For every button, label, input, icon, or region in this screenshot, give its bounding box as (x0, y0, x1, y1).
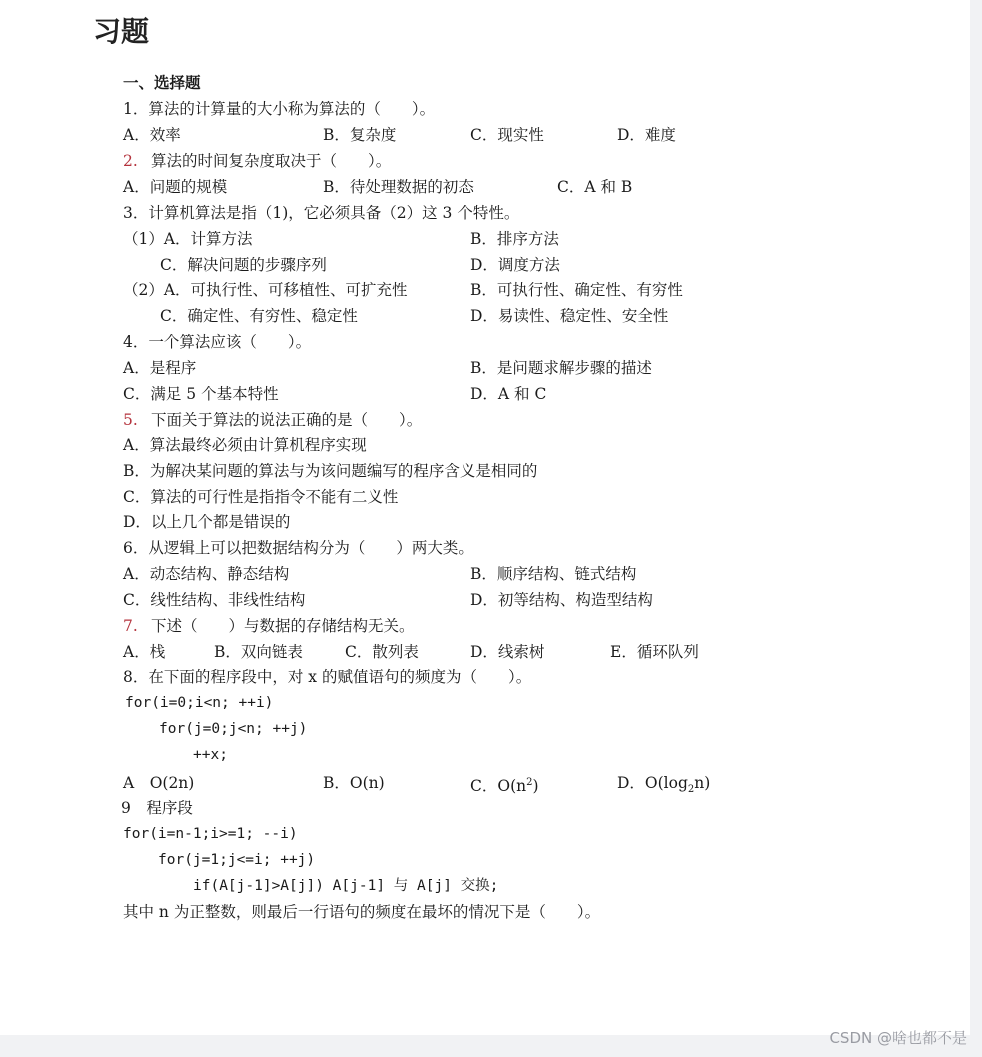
question-7-number: 7. (123, 617, 138, 635)
q6-option-b: B．顺序结构、链式结构 (470, 565, 637, 583)
q1-option-d: D．难度 (617, 126, 676, 144)
question-5-number: 5. (123, 411, 138, 429)
q9-code-line-3: if(A[j-1]>A[j]) A[j-1] 与 A[j] 交换; (193, 878, 499, 894)
q3-part2-option-c: C．确定性、有穷性、稳定性 (160, 307, 358, 325)
q8-code-line-3: ++x; (193, 747, 228, 763)
question-5-stem: 下面关于算法的说法正确的是（ ）。 (151, 411, 423, 429)
q1-option-c: C．现实性 (470, 126, 544, 144)
q2-option-b: B．待处理数据的初态 (323, 178, 474, 196)
q1-option-b: B．复杂度 (323, 126, 397, 144)
q9-code-line-2: for(j=1;j<=i; ++j) (158, 852, 316, 868)
q4-option-d: D．A 和 C (470, 385, 547, 403)
question-6-stem: 6．从逻辑上可以把数据结构分为（ ）两大类。 (123, 539, 474, 557)
q4-option-c: C．满足 5 个基本特性 (123, 385, 279, 403)
section-heading: 一、选择题 (123, 73, 201, 92)
q8-option-b: B．O(n) (323, 774, 385, 792)
q7-option-d: D．线索树 (470, 643, 545, 661)
q5-option-d: D．以上几个都是错误的 (123, 513, 291, 531)
q3-part1-option-c: C．解决问题的步骤序列 (160, 256, 327, 274)
question-3-stem: 3．计算机算法是指（1)，它必须具备（2）这 3 个特性。 (123, 204, 520, 222)
q3-part2-option-d: D．易读性、稳定性、安全性 (470, 307, 669, 325)
q3-part2-option-a: （2）A．可执行性、可移植性、可扩充性 (123, 281, 408, 299)
question-4-stem: 4．一个算法应该（ ）。 (123, 333, 312, 351)
q6-option-a: A．动态结构、静态结构 (123, 565, 290, 583)
q2-option-c: C．A 和 B (557, 178, 633, 196)
q2-option-a: A．问题的规模 (123, 178, 228, 196)
q8-option-a: A O(2n) (123, 774, 195, 792)
q3-part1-option-b: B．排序方法 (470, 230, 559, 248)
q3-part1-option-d: D．调度方法 (470, 256, 560, 274)
q4-option-a: A．是程序 (123, 359, 197, 377)
q7-option-b: B．双向链表 (214, 643, 303, 661)
q8-option-d: D．$O(\log_2n)$ (617, 774, 711, 796)
q5-option-c: C．算法的可行性是指指令不能有二义性 (123, 488, 399, 506)
q7-option-c: C．散列表 (345, 643, 419, 661)
q8-code-line-1: for(i=0;i<n; ++i) (125, 695, 274, 711)
question-8-stem: 8．在下面的程序段中，对 x 的赋值语句的频度为（ ）。 (123, 668, 532, 686)
q8-option-c: C．$O(n^2)$ (470, 777, 539, 796)
q9-code-line-1: for(i=n-1;i>=1; --i) (123, 826, 298, 842)
question-1-stem: 1．算法的计算量的大小称为算法的（ ）。 (123, 100, 436, 118)
q6-option-c: C．线性结构、非线性结构 (123, 591, 306, 609)
question-7-stem: 下述（ ）与数据的存储结构无关。 (151, 617, 415, 635)
q1-option-a: A．效率 (123, 126, 181, 144)
q4-option-b: B．是问题求解步骤的描述 (470, 359, 652, 377)
question-2-stem: 算法的时间复杂度取决于（ ）。 (151, 152, 392, 170)
q3-part2-option-b: B．可执行性、确定性、有穷性 (470, 281, 683, 299)
q5-option-a: A．算法最终必须由计算机程序实现 (123, 436, 367, 454)
q8-code-line-2: for(j=0;j<n; ++j) (159, 721, 308, 737)
csdn-watermark: CSDN @啥也都不是 (829, 1029, 967, 1047)
question-2-number: 2. (123, 152, 138, 170)
page-title: 习题 (93, 15, 150, 48)
q5-option-b: B．为解决某问题的算法与为该问题编写的程序含义是相同的 (123, 462, 538, 480)
q6-option-d: D．初等结构、构造型结构 (470, 591, 653, 609)
question-9-stem: 9 程序段 (121, 799, 193, 817)
question-9-tail: 其中 n 为正整数，则最后一行语句的频度在最坏的情况下是（ ）。 (123, 903, 601, 921)
q7-option-e: E．循环队列 (610, 643, 699, 661)
q7-option-a: A．栈 (123, 643, 166, 661)
q3-part1-option-a: （1）A．计算方法 (123, 230, 253, 248)
